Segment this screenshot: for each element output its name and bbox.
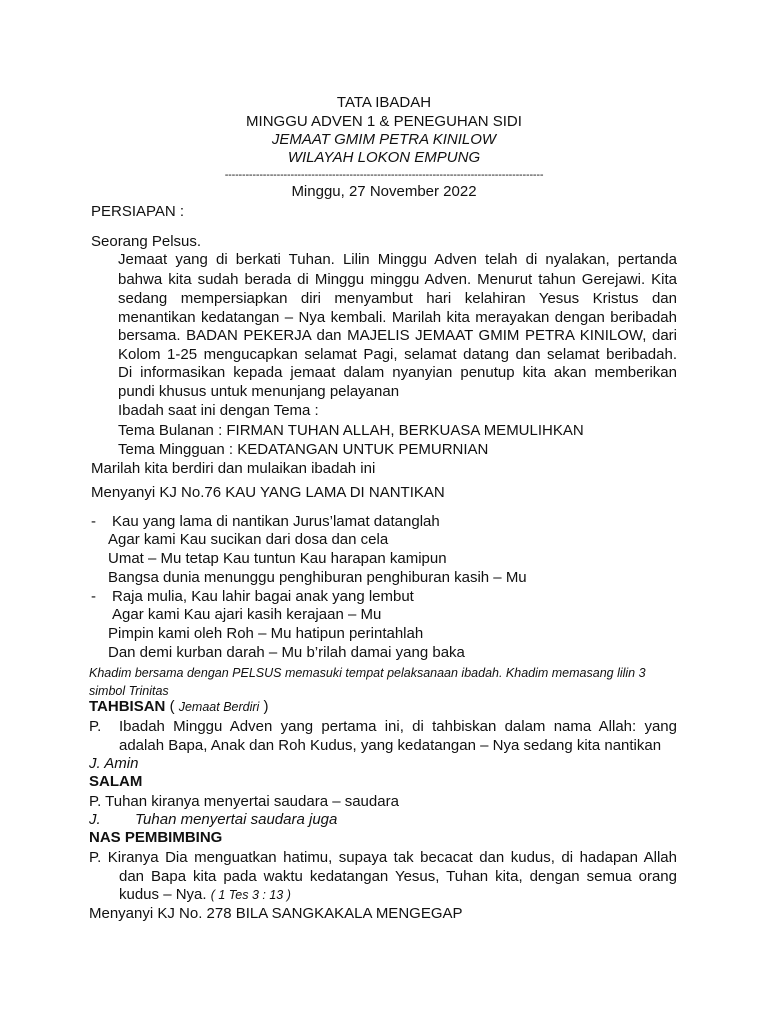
congregation-response: J. Amin xyxy=(89,755,139,772)
rubric-note: Khadim bersama dengan PELSUS memasuki tempat pelaksanaan ibadah. Khadim memasang lilin 3 xyxy=(89,666,646,680)
section-heading-nas: NAS PEMBIMBING xyxy=(89,829,223,846)
section-heading-tahbisan: TAHBISAN xyxy=(89,698,166,715)
congregation-response: Tuhan menyertai saudara juga xyxy=(135,811,338,828)
song-line: Agar kami Kau sucikan dari dosa dan cela xyxy=(108,531,389,548)
paren-open: ( xyxy=(169,698,175,715)
verse-bullet: - xyxy=(91,588,96,605)
paren-close: ) xyxy=(263,698,269,715)
song-line: Dan demi kurban darah – Mu b’rilah damai yang baka xyxy=(108,644,465,661)
paragraph-line: bersama. BADAN PEKERJA dan MAJELIS JEMAAT GMIM PETRA KINILOW, dari xyxy=(118,327,677,344)
nas-text-end: kudus – Nya. xyxy=(119,886,207,903)
document-title: TATA IBADAH xyxy=(336,94,432,111)
liturgy-line xyxy=(119,886,291,904)
paragraph-line: Di informasikan kepada jemaat dalam nyanyian penutup kita akan memberikan xyxy=(118,364,677,381)
invitation-text: Marilah kita berdiri dan mulaikan ibadah ini xyxy=(91,460,376,477)
song-line: Agar kami Kau ajari kasih kerajaan – Mu xyxy=(112,606,382,623)
monthly-theme: Tema Bulanan : FIRMAN TUHAN ALLAH, BERKUASA MEMULIHKAN xyxy=(118,422,584,439)
song-line: Umat – Mu tetap Kau tuntun Kau harapan kamipun xyxy=(108,550,447,567)
verse-bullet: - xyxy=(91,513,96,530)
song-line: Pimpin kami oleh Roh – Mu hatipun perintahlah xyxy=(108,625,424,642)
song-line: Kau yang lama di nantikan Jurus’lamat datanglah xyxy=(112,513,440,530)
song-title: Menyanyi KJ No. 278 BILA SANGKAKALA MENGEGAP xyxy=(89,905,463,922)
section-heading-persiapan: PERSIAPAN : xyxy=(91,203,185,220)
leader-marker: P. xyxy=(89,718,102,735)
document-subtitle: MINGGU ADVEN 1 & PENEGUHAN SIDI xyxy=(246,113,522,130)
song-line: Bangsa dunia menunggu penghiburan penghiburan kasih – Mu xyxy=(108,569,527,586)
liturgy-line: dan Bapa kita pada waktu kedatangan Yesus, Tuhan kita, dengan semua orang xyxy=(119,868,677,885)
paragraph-line: Jemaat yang di berkati Tuhan. Lilin Minggu Adven telah di nyalakan, pertanda xyxy=(118,251,677,268)
tahbisan-heading-row xyxy=(89,698,269,716)
liturgy-line: P. Kiranya Dia menguatkan hatimu, supaya tak becacat dan kudus, di hadapan Allah xyxy=(89,849,677,866)
paragraph-line: sedang mempersiapkan diri menyambut hari kelahiran Yesus Kristus dan xyxy=(118,290,677,307)
liturgy-line: P. Tuhan kiranya menyertai saudara – saudara xyxy=(89,793,399,810)
paragraph-line: bahwa kita sudah berada di Minggu minggu Adven. Menurut tahun Gerejawi. Kita xyxy=(118,271,677,288)
liturgy-line: Ibadah Minggu Adven yang pertama ini, di tahbiskan dalam nama Allah: yang xyxy=(119,718,677,735)
liturgy-line: adalah Bapa, Anak dan Roh Kudus, yang kedatangan – Nya sedang kita nantikan xyxy=(119,737,662,754)
theme-intro: Ibadah saat ini dengan Tema : xyxy=(118,402,319,419)
song-line: Raja mulia, Kau lahir bagai anak yang lembut xyxy=(112,588,414,605)
congregation-name: JEMAAT GMIM PETRA KINILOW xyxy=(271,131,497,148)
paragraph-line: menantikan kedatangan – Nya kembali. Marilah kita merayakan dengan beribadah xyxy=(118,309,677,326)
scripture-reference: ( 1 Tes 3 : 13 ) xyxy=(210,888,291,902)
response-marker: J. xyxy=(89,811,101,828)
paragraph-line: Kolom 1-25 mengucapkan selamat Pagi, selamat datang dan selamat beribadah. xyxy=(118,346,677,363)
section-heading-salam: SALAM xyxy=(89,773,143,790)
region-name: WILAYAH LOKON EMPUNG xyxy=(287,149,481,166)
song-title: Menyanyi KJ No.76 KAU YANG LAMA DI NANTIKAN xyxy=(91,484,445,501)
weekly-theme: Tema Mingguan : KEDATANGAN UNTUK PEMURNIAN xyxy=(118,441,489,458)
service-date: Minggu, 27 November 2022 xyxy=(291,183,477,200)
paragraph-line: pundi khusus untuk menunjang pelayanan xyxy=(118,383,400,400)
congregation-cue: Jemaat Berdiri xyxy=(178,700,260,714)
rubric-note: simbol Trinitas xyxy=(89,684,169,698)
speaker-label: Seorang Pelsus. xyxy=(91,233,202,250)
separator-line: -------------------------------------------------------------------------------------------- xyxy=(224,169,544,181)
